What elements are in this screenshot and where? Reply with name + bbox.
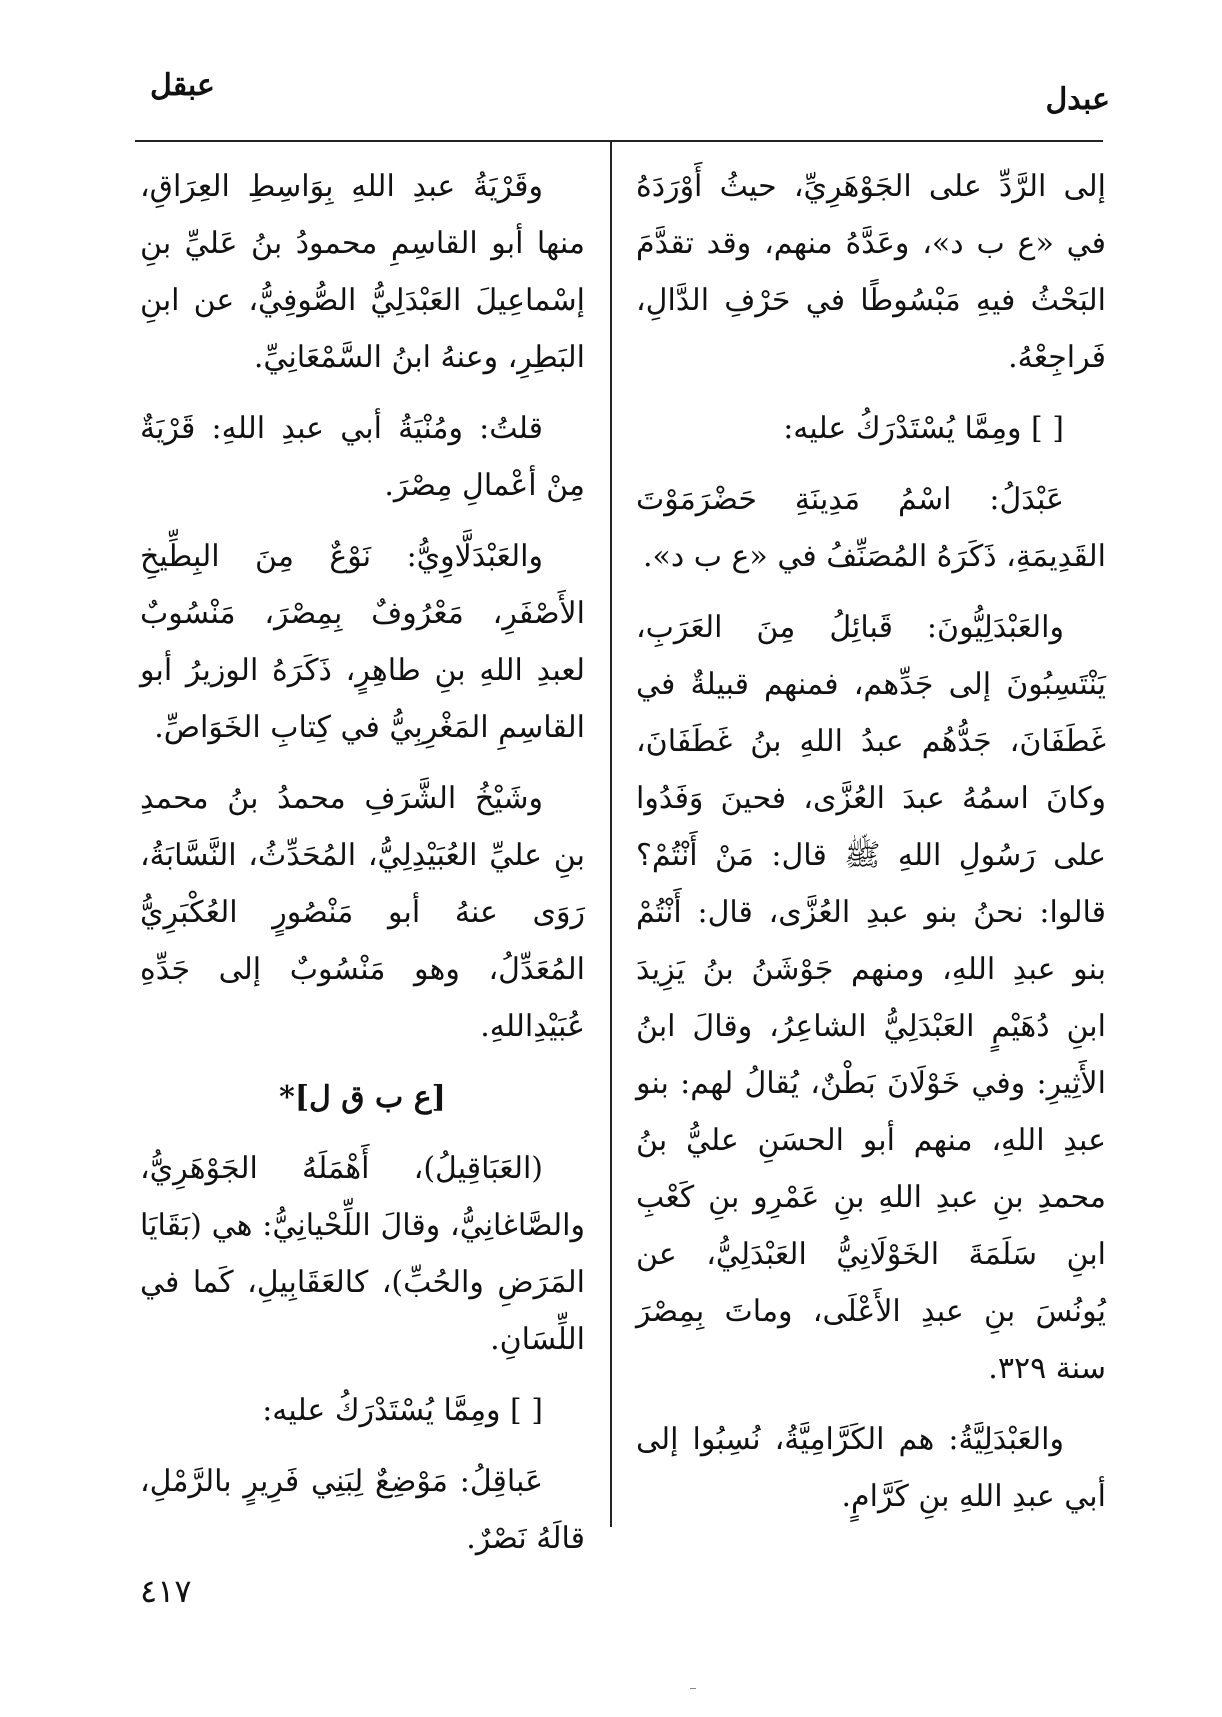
paragraph-addendum-marker: [ ] ومِمَّا يُسْتَدْرَكُ عليه:: [262, 1393, 543, 1428]
header-left-title: عبقل: [150, 68, 215, 103]
paragraph: وشَيْخُ الشَّرَفِ محمدُ بنُ محمدِ بنِ عليِّ العُبَيْدِلِيُّ، المُحَدِّثُ، النَّسَّابَةُ، رَوَى عنهُ أبو مَنْصُورٍ العُكْبَرِيُّ المُعَدِّلُ، وهو مَنْسُوبٌ إلى جَدِّهِ عُبَيْدِاللهِ.: [140, 781, 585, 1044]
paragraph: (العَبَاقِيلُ)، أَهْمَلَهُ الجَوْهَرِيُّ، والصَّاغانِيُّ، وقالَ اللِّحْيانِيُّ: هي (بَقَايَا المَرَضِ والحُبِّ)، كالعَقَابِيلِ، كَما في اللِّسَانِ.: [140, 1151, 585, 1357]
paragraph: عَبْدَلُ: اسْمُ مَدِينَةِ حَضْرَمَوْتَ القَدِيمَةِ، ذَكَرَهُ المُصَنِّفُ في «ع ب د».: [636, 482, 1106, 574]
page-number: ٤١٧: [140, 1572, 192, 1610]
paragraph: والعَبْدَلَّاوِيُّ: نَوْعٌ مِنَ البِطِّيخِ الأَصْفَرِ، مَعْرُوفٌ بِمِصْرَ، مَنْسُوبٌ لعبدِ اللهِ بنِ طاهِرٍ، ذَكَرَهُ الوزيرُ أبو القاسِمِ المَغْرِبِيُّ في كِتابِ الخَوَاصِّ.: [140, 539, 585, 745]
paragraph: عَباقِلُ: مَوْضِعٌ لِبَنِي فَرِيرٍ بالرَّمْلِ، قالَهُ نَصْرٌ.: [140, 1464, 585, 1556]
header-right-title: عبدل: [1045, 82, 1110, 117]
paragraph-addendum-marker: [ ] ومِمَّا يُسْتَدْرَكُ عليه:: [783, 411, 1064, 446]
footer-mark: [690, 1688, 696, 1689]
left-column: [140, 158, 585, 1556]
paragraph: والعَبْدَلِيَّةُ: هم الكَرَّامِيَّةُ، نُسِبُوا إلى أبي عبدِ اللهِ بنِ كَرَّامٍ.: [636, 1422, 1106, 1514]
paragraph: وقَرْيَةُ عبدِ اللهِ بِوَاسِطِ العِرَاقِ، منها أبو القاسِمِ محمودُ بنُ عَليِّ بنِ إسْماعِيلَ العَبْدَلِيُّ الصُّوفِيُّ، عن ابنِ البَطِرِ، وعنهُ ابنُ السَّمْعَانِيِّ.: [140, 169, 585, 375]
column-divider: [610, 142, 612, 1527]
right-column: [636, 158, 1106, 1538]
paragraph: إلى الرَّدِّ على الجَوْهَرِيِّ، حيثُ أَوْرَدَهُ في «ع ب د»، وعَدَّهُ منهم، وقد تقدَّمَ البَحْثُ فيهِ مَبْسُوطًا في حَرْفِ الدَّالِ، فَراجِعْهُ.: [636, 169, 1106, 375]
entry-heading: [ع ب ق ل]*: [279, 1080, 446, 1115]
paragraph: قلتُ: ومُنْيَةُ أبي عبدِ اللهِ: قَرْيَةٌ مِنْ أعْمالِ مِصْرَ.: [140, 411, 585, 503]
paragraph: والعَبْدَلِيُّونَ: قَبائِلُ مِنَ العَرَبِ، يَنْتَسِبُونَ إلى جَدِّهم، فمنهم قبيلةٌ في غَطَفَانَ، جَدُّهُم عبدُ اللهِ بنُ غَطَفَانَ، وكانَ اسمُهُ عبدَ العُزَّى، فحينَ وَفَدُوا على رَسُولِ اللهِ ﷺ قال: مَنْ أَنْتُمْ؟ قالوا: نحنُ بنو عبدِ العُزَّى، قال: أَنْتُمْ بنو عبدِ اللهِ، ومنهم جَوْشَنُ بنُ يَزِيدَ ابنِ دُهَيْمٍ العَبْدَلِيُّ الشاعِرُ، وقالَ ابنُ الأَثِيرِ: وفي خَوْلَانَ بَطْنٌ، يُقالُ لهم: بنو عبدِ اللهِ، منهم أبو الحسَنِ عليُّ بنُ محمدِ بنِ عبدِ اللهِ بنِ عَمْرِو بنِ كَعْبِ ابنِ سَلَمَةَ الخَوْلَانِيُّ العَبْدَلِيُّ، عن يُونُسَ بنِ عبدِ الأَعْلَى، وماتَ بِمِصْرَ سنة ٣٢٩.: [636, 610, 1106, 1386]
header-rule: [135, 140, 1103, 142]
